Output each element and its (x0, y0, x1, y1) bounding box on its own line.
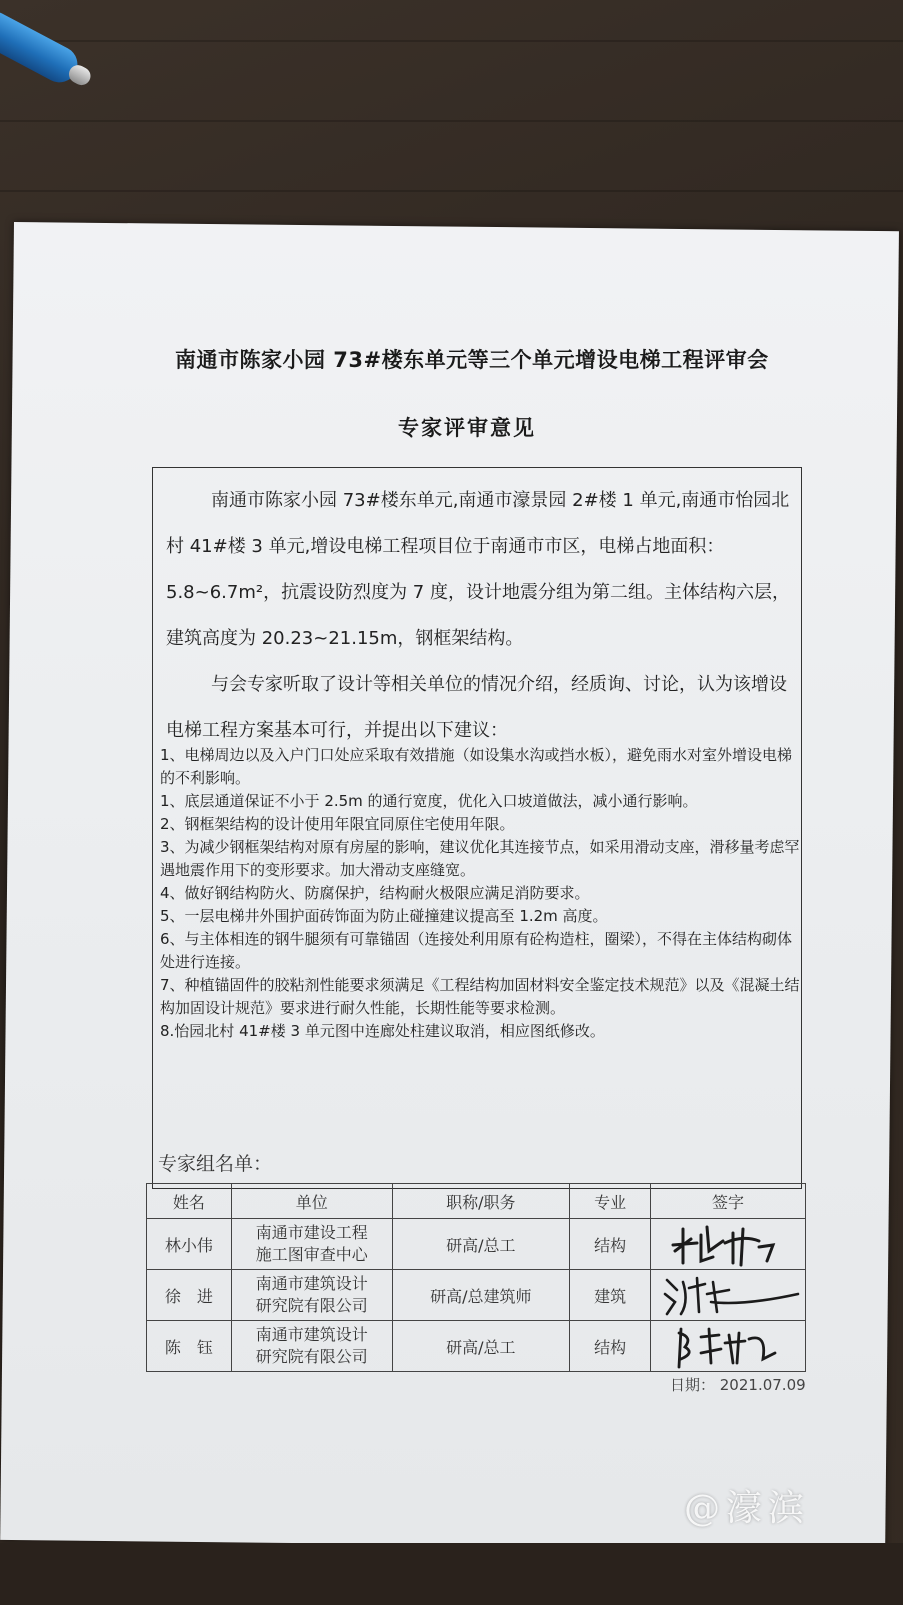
table-row (147, 1219, 806, 1270)
expert-name: 陈 钰 (147, 1321, 232, 1372)
expert-major: 结构 (570, 1219, 651, 1270)
expert-major: 建筑 (570, 1270, 651, 1321)
suggestion-item: 2、钢框架结构的设计使用年限宜同原住宅使用年限。 (160, 815, 515, 833)
wood-grain (0, 190, 903, 192)
wood-grain (0, 120, 903, 122)
suggestion-item: 5、一层电梯井外围护面砖饰面为防止碰撞建议提高至 1.2m 高度。 (160, 907, 608, 925)
table-surface (0, 1543, 903, 1605)
unit-line: 南通市建设工程 (255, 1223, 368, 1242)
suggestion-item: 1、电梯周边以及入户门口处应采取有效措施（如设集水沟或挡水板），避免雨水对室外增设电梯的不利影响。 (160, 746, 793, 787)
expert-name: 徐 进 (147, 1270, 232, 1321)
expert-unit (231, 1321, 392, 1372)
review-date: 日期： 2021.07.09 (670, 1376, 806, 1394)
expert-unit (231, 1270, 392, 1321)
expert-title: 研高/总建筑师 (392, 1270, 570, 1321)
header-signature: 签字 (651, 1184, 806, 1219)
suggestion-item: 6、与主体相连的钢牛腿须有可靠锚固（连接处利用原有砼构造柱，圈梁），不得在主体结构砌体处进行连接。 (160, 930, 793, 971)
expert-title: 研高/总工 (392, 1219, 570, 1270)
table-header-row (147, 1184, 806, 1219)
unit-line: 研究院有限公司 (255, 1347, 368, 1366)
suggestion-list (160, 744, 800, 1043)
unit-line: 南通市建筑设计 (255, 1325, 368, 1344)
signature-xujin (653, 1272, 803, 1318)
expert-unit (231, 1219, 392, 1270)
table-row (147, 1321, 806, 1372)
expert-table (146, 1183, 806, 1372)
suggestion-item: 1、底层通道保证不小于 2.5m 的通行宽度，优化入口坡道做法，减小通行影响。 (160, 792, 698, 810)
signature-linxiaowei (663, 1221, 793, 1267)
table-row (147, 1270, 806, 1321)
suggestion-item: 4、做好钢结构防火、防腐保护，结构耐火极限应满足消防要求。 (160, 884, 590, 902)
signature (651, 1219, 806, 1270)
suggestion-item: 3、为减少钢框架结构对原有房屋的影响，建议优化其连接节点，如采用滑动支座，滑移量考虑罕遇地震作用下的变形要求。加大滑动支座缝宽。 (160, 838, 800, 879)
suggestion-item: 7、种植锚固件的胶粘剂性能要求须满足《工程结构加固材料安全鉴定技术规范》以及《混凝土结构加固设计规范》要求进行耐久性能，长期性能等要求检测。 (160, 976, 800, 1017)
document-subtitle: 专家评审意见 (398, 416, 536, 440)
unit-line: 施工图审查中心 (255, 1245, 368, 1264)
expert-list-label: 专家组名单： (158, 1153, 273, 1175)
expert-major: 结构 (570, 1321, 651, 1372)
pen (0, 0, 114, 110)
document-title: 南通市陈家小园 73#楼东单元等三个单元增设电梯工程评审会 (175, 348, 769, 372)
signature-chenyu (663, 1323, 793, 1369)
intro-paragraph: 南通市陈家小园 73#楼东单元,南通市濠景园 2#楼 1 单元,南通市怡园北村 41#楼 3 单元,增设电梯工程项目位于南通市市区，电梯占地面积：5.8~6.7m²，抗震设防烈度为 7 度，设计地震分组为第二组。主体结构六层，建筑高度为 20.23~21.15m，钢框架结构。 (166, 490, 790, 649)
header-title: 职称/职务 (392, 1184, 570, 1219)
suggestion-item: 8.怡园北村 41#楼 3 单元图中连廊处柱建议取消，相应图纸修改。 (160, 1022, 605, 1040)
unit-line: 研究院有限公司 (255, 1296, 368, 1315)
header-major: 专业 (570, 1184, 651, 1219)
signature (651, 1270, 806, 1321)
intro-paragraph: 与会专家听取了设计等相关单位的情况介绍，经质询、讨论，认为该增设电梯工程方案基本可行，并提出以下建议： (166, 674, 787, 741)
signature (651, 1321, 806, 1372)
header-unit: 单位 (231, 1184, 392, 1219)
expert-title: 研高/总工 (392, 1321, 570, 1372)
unit-line: 南通市建筑设计 (255, 1274, 368, 1293)
header-name: 姓名 (147, 1184, 232, 1219)
watermark: @濠滨 (684, 1488, 811, 1529)
expert-name: 林小伟 (147, 1219, 232, 1270)
wood-grain (0, 40, 903, 42)
